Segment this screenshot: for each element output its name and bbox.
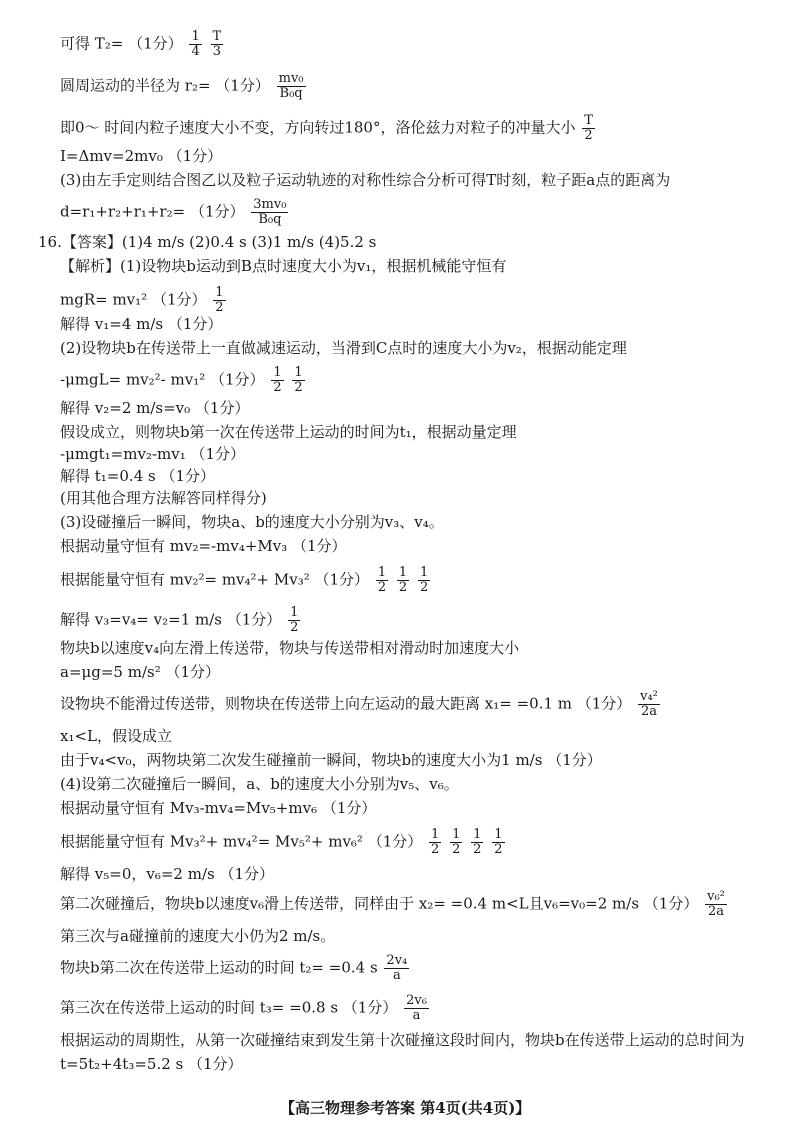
analysis-header: 【解析】(1)设物块b运动到B点时速度大小为v₁，根据机械能守恒有 — [60, 257, 507, 275]
text-line: 解得 v₁=4 m/s （1分） — [60, 315, 223, 333]
text-line: 根据动量守恒有 Mv₃-mv₄=Mv₅+mv₆ （1分） — [60, 799, 377, 817]
fraction: $\frac{\text{3mv₀}}{\text{B₀q}}$ — [253, 197, 287, 227]
text-line: t=5t₂+4t₃=5.2 s （1分） — [60, 1055, 243, 1073]
text-line: 设物块不能滑过传送带，则物块在传送带上向左运动的最大距离 x₁= =0.1 m （1分） $\frac{\text{v₄²}}{2a}$ — [60, 689, 658, 719]
text-line: d=r₁+r₂+r₁+r₂= （1分） $\frac{\text{3mv₀}}{\text{B₀q}}$ — [60, 197, 287, 227]
text-line: 第三次在传送带上运动的时间 t₃= =0.8 s （1分） $\frac{\text{2v₆}}{a}$ — [60, 993, 427, 1023]
text-line: 假设成立，则物块b第一次在传送带上运动的时间为t₁，根据动量定理 — [60, 423, 517, 441]
fraction: $\frac{1}{2}$ — [419, 565, 429, 595]
fraction: $\frac{1}{2}$ — [294, 365, 303, 395]
fraction: $\frac{\text{v₄²}}{2a}$ — [640, 689, 658, 719]
text-line: 根据动量守恒有 mv₂=-mv₄+Mv₃ （1分） — [60, 537, 347, 555]
text-line: (2)设物块b在传送带上一直做减速运动，当滑到C点时的速度大小为v₂，根据动能定理 — [60, 339, 627, 357]
text-line: 根据运动的周期性，从第一次碰撞结束到发生第十次碰撞这段时间内，物块b在传送带上运动的总时间为 — [60, 1031, 745, 1049]
text-line: 解得 v₃=v₄= v₂=1 m/s （1分） $\frac{1}{2}$ — [60, 605, 299, 635]
fraction: $\frac{\text{2v₄}}{a}$ — [386, 953, 408, 983]
text-line: 第二次碰撞后，物块b以速度v₆滑上传送带，同样由于 x₂= =0.4 m<L且v₆=v₀=2 m/s （1分） $\frac{\text{v₆²}}{2a}$ — [60, 889, 725, 919]
text-line: 可得 T₂= （1分） $\frac{1}{4}$ $\frac{T}{3}$ — [60, 29, 222, 59]
fraction: $\frac{1}{2}$ — [494, 827, 503, 857]
text-line: (4)设第二次碰撞后一瞬间，a、b的速度大小分别为v₅、v₆。 — [60, 775, 459, 793]
page-footer: 【高三物理参考答案 第4页(共4页)】 — [280, 1099, 531, 1117]
fraction: $\frac{T}{2}$ — [584, 113, 593, 143]
text-line: a=μg=5 m/s² （1分） — [60, 663, 221, 681]
text-line: -μmgt₁=mv₂-mv₁ （1分） — [60, 445, 246, 463]
fraction: $\frac{\text{mv₀}}{\text{B₀q}}$ — [278, 71, 304, 101]
text-line: (3)由左手定则结合图乙以及粒子运动轨迹的对称性综合分析可得T时刻，粒子距a点的距离为 — [60, 171, 671, 189]
text-line: x₁<L，假设成立 — [60, 727, 173, 745]
text-line: 由于v₄<v₀，两物块第二次发生碰撞前一瞬间，物块b的速度大小为1 m/s （1分） — [60, 751, 602, 769]
text-line: 物块b以速度v₄向左滑上传送带，物块与传送带相对滑动时加速度大小 — [60, 639, 520, 657]
text-line: 解得 t₁=0.4 s （1分） — [60, 467, 216, 485]
fraction: $\frac{1}{2}$ — [452, 827, 461, 857]
fraction: $\frac{1}{2}$ — [473, 827, 482, 857]
fraction: $\frac{1}{2}$ — [290, 605, 299, 635]
fraction: $\frac{T}{3}$ — [212, 29, 222, 59]
fraction: $\frac{1}{2}$ — [273, 365, 282, 395]
text-line: (3)设碰撞后一瞬间，物块a、b的速度大小分别为v₃、v₄。 — [60, 513, 444, 531]
fraction: $\frac{\text{v₆²}}{2a}$ — [707, 889, 725, 919]
text-line: 根据能量守恒有 Mv₃²+ mv₄²= Mv₅²+ mv₆² （1分） $\frac{1}{2}$ $\frac{1}{2}$ $\frac{1}{2}$ $\frac{1}{2}$ — [60, 827, 503, 857]
fraction: $\frac{1}{2}$ — [377, 565, 387, 595]
text-line: 解得 v₂=2 m/s=v₀ （1分） — [60, 399, 250, 417]
text-line: 物块b第二次在传送带上运动的时间 t₂= =0.4 s $\frac{\text{2v₄}}{a}$ — [60, 953, 408, 983]
text-line: 即0～ 时间内粒子速度大小不变，方向转过180°，洛伦兹力对粒子的冲量大小 $\frac{T}{2}$ — [60, 113, 593, 143]
fraction: $\frac{1}{2}$ — [215, 285, 224, 315]
fraction: $\frac{\text{2v₆}}{a}$ — [406, 993, 427, 1023]
fraction: $\frac{1}{2}$ — [431, 827, 440, 857]
answer-header: 16.【答案】(1)4 m/s (2)0.4 s (3)1 m/s (4)5.2 s — [38, 233, 377, 251]
text-line: (用其他合理方法解答同样得分) — [60, 489, 267, 507]
text-line: mgR= mv₁² （1分） $\frac{1}{2}$ — [60, 285, 224, 315]
text-line: -μmgL= mv₂²- mv₁² （1分） $\frac{1}{2}$ $\frac{1}{2}$ — [60, 365, 303, 395]
text-line: I=Δmv=2mv₀ （1分） — [60, 147, 223, 165]
text-line: 圆周运动的半径为 r₂= （1分） $\frac{\text{mv₀}}{\text{B₀q}}$ — [60, 71, 304, 101]
fraction: $\frac{1}{4}$ — [191, 29, 200, 59]
text-line: 根据能量守恒有 mv₂²= mv₄²+ Mv₃² （1分） $\frac{1}{2}$ $\frac{1}{2}$ $\frac{1}{2}$ — [60, 565, 429, 595]
fraction: $\frac{1}{2}$ — [398, 565, 408, 595]
text-line: 解得 v₅=0，v₆=2 m/s （1分） — [60, 865, 275, 883]
text-line: 第三次与a碰撞前的速度大小仍为2 m/s。 — [60, 927, 336, 945]
